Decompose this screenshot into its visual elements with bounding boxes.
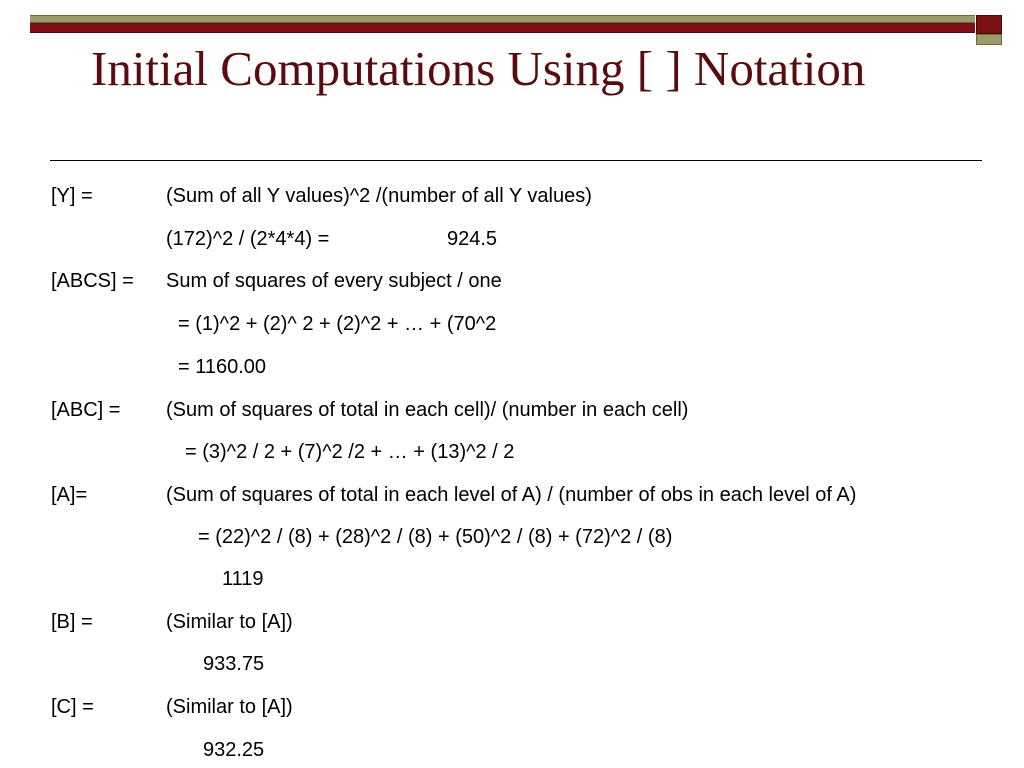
abcs-calculation: = (1)^2 + (2)^ 2 + (2)^2 + … + (70^2 xyxy=(178,313,497,335)
a-result-line xyxy=(0,566,1024,592)
b-definition-line xyxy=(0,609,1024,635)
abcs-definition-line xyxy=(0,268,1024,294)
abc-definition: (Sum of squares of total in each cell)/ (number in each cell) xyxy=(166,399,689,421)
a-label: [A]= xyxy=(51,484,88,506)
abcs-definition: Sum of squares of every subject / one xyxy=(166,270,502,292)
abcs-label: [ABCS] = xyxy=(51,270,134,292)
b-result-line xyxy=(0,651,1024,677)
y-result: 924.5 xyxy=(447,228,498,250)
abcs-result-line xyxy=(0,354,1024,380)
a-definition-line xyxy=(0,482,1024,508)
corner-block-red xyxy=(976,15,1002,34)
c-label: [C] = xyxy=(51,696,94,718)
y-calculation-line xyxy=(0,226,1024,252)
abcs-calculation-line xyxy=(0,311,1024,337)
c-definition: (Similar to [A]) xyxy=(166,696,293,718)
a-result: 1119 xyxy=(222,568,264,590)
header-bar-olive xyxy=(30,15,975,23)
a-calculation: = (22)^2 / (8) + (28)^2 / (8) + (50)^2 / (8) + (72)^2 / (8) xyxy=(198,526,673,548)
title-divider xyxy=(50,160,982,161)
c-result: 932.25 xyxy=(203,739,265,761)
a-definition: (Sum of squares of total in each level of A) / (number of obs in each level of A) xyxy=(166,484,857,506)
abc-label: [ABC] = xyxy=(51,399,121,421)
y-definition-line xyxy=(0,183,1024,209)
y-calculation: (172)^2 / (2*4*4) = xyxy=(166,228,330,250)
b-result: 933.75 xyxy=(203,653,265,675)
c-definition-line xyxy=(0,694,1024,720)
abcs-result: = 1160.00 xyxy=(178,356,267,378)
y-label: [Y] = xyxy=(51,185,93,207)
abc-calculation: = (3)^2 / 2 + (7)^2 /2 + … + (13)^2 / 2 xyxy=(185,441,515,463)
b-label: [B] = xyxy=(51,611,93,633)
a-calculation-line xyxy=(0,524,1024,550)
abc-definition-line xyxy=(0,397,1024,423)
abc-calculation-line xyxy=(0,439,1024,465)
y-definition: (Sum of all Y values)^2 /(number of all Y values) xyxy=(166,185,592,207)
slide-title: Initial Computations Using [ ] Notation xyxy=(91,41,866,96)
b-definition: (Similar to [A]) xyxy=(166,611,293,633)
header-bar-red xyxy=(30,23,975,33)
corner-block-olive xyxy=(976,34,1002,45)
c-result-line xyxy=(0,737,1024,763)
